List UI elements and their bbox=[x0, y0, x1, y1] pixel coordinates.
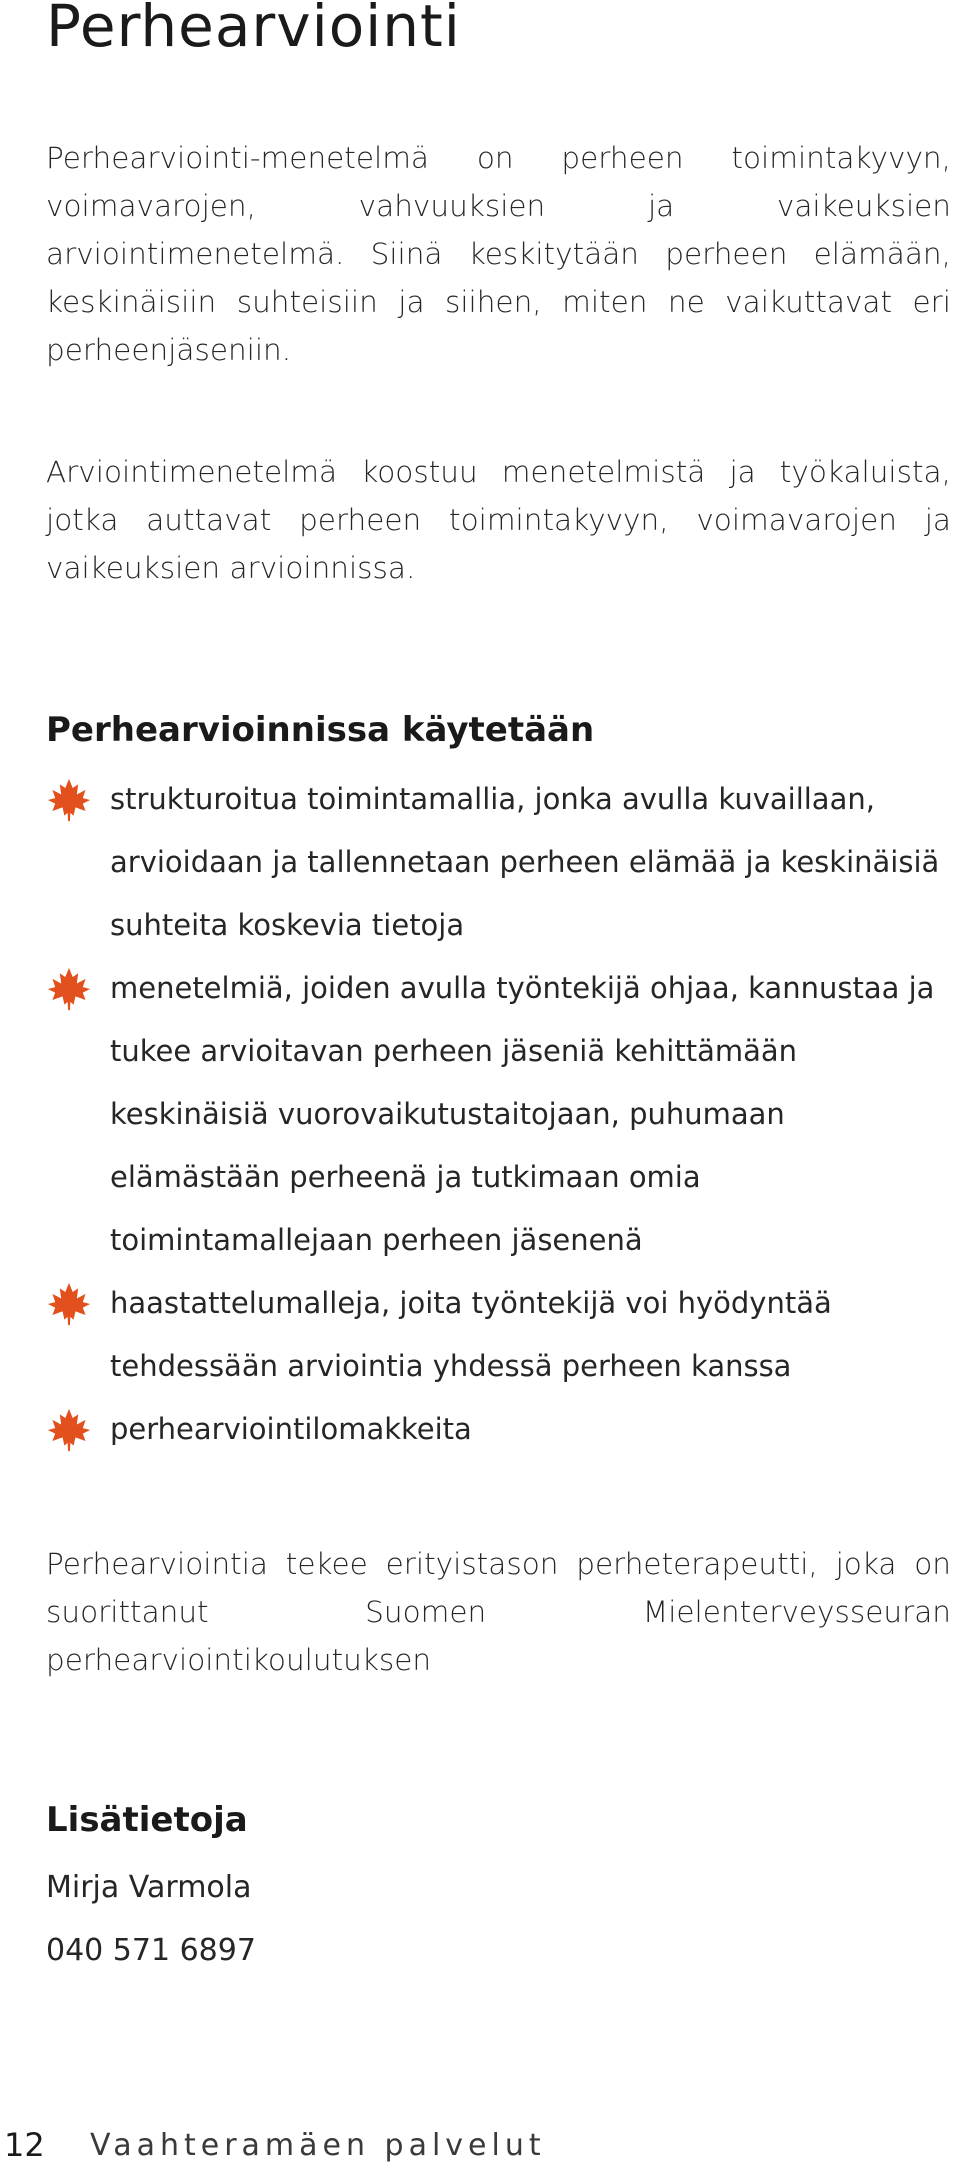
contact-phone: 040 571 6897 bbox=[46, 1933, 256, 1968]
list-item bbox=[46, 957, 951, 1272]
list-item bbox=[46, 768, 951, 957]
list-item-text: perhearviointilomakkeita bbox=[110, 1412, 472, 1446]
list-item bbox=[46, 1272, 951, 1398]
maple-leaf-icon bbox=[46, 777, 92, 823]
maple-leaf-icon bbox=[46, 966, 92, 1012]
page-title: Perhearviointi bbox=[46, 0, 461, 60]
intro-paragraph: Perhearviointi-menetelmä on perheen toimintakyvyn, voimavarojen, vahvuuksien ja vaikeuksien arviointimenetelmä. Siinä keskitytään perheen elämään, keskinäisiin suhteisiin ja siihen, miten ne vaikuttavat eri perheenjäseniin. bbox=[46, 141, 951, 367]
contact-name: Mirja Varmola bbox=[46, 1870, 252, 1905]
list-item bbox=[46, 1398, 951, 1461]
publication-title: Vaahteramäen palvelut bbox=[90, 2128, 546, 2163]
list-item-text: menetelmiä, joiden avulla työntekijä ohjaa, kannustaa ja tukee arvioitavan perheen jäseniä kehittämään keskinäisiä vuorovaikutustaitojaan, puhumaan elämästään perheenä ja tutkimaan omia toimintamallejaan perheen jäsenenä bbox=[110, 971, 935, 1257]
list-item-text: haastattelumalleja, joita työntekijä voi hyödyntää tehdessään arviointia yhdessä perheen kanssa bbox=[110, 1286, 832, 1383]
used-section-heading: Perhearvioinnissa käytetään bbox=[46, 710, 595, 750]
closing-paragraph: Perhearviointia tekee erityistason perheterapeutti, joka on suorittanut Suomen Mielenterveysseuran perhearviointikoulutuksen bbox=[46, 1547, 951, 1677]
second-paragraph: Arviointimenetelmä koostuu menetelmistä ja työkaluista, jotka auttavat perheen toimintakyvyn, voimavarojen ja vaikeuksien arvioinnissa. bbox=[46, 455, 951, 585]
maple-leaf-icon bbox=[46, 1281, 92, 1327]
info-section-heading: Lisätietoja bbox=[46, 1800, 248, 1840]
list-item-text: strukturoitua toimintamallia, jonka avulla kuvaillaan, arvioidaan ja tallennetaan perheen elämää ja keskinäisiä suhteita koskevia tietoja bbox=[110, 782, 940, 942]
maple-leaf-icon bbox=[46, 1407, 92, 1453]
page-number: 12 bbox=[4, 2126, 45, 2164]
used-methods-list bbox=[46, 768, 951, 1461]
page-footer bbox=[4, 2126, 946, 2178]
